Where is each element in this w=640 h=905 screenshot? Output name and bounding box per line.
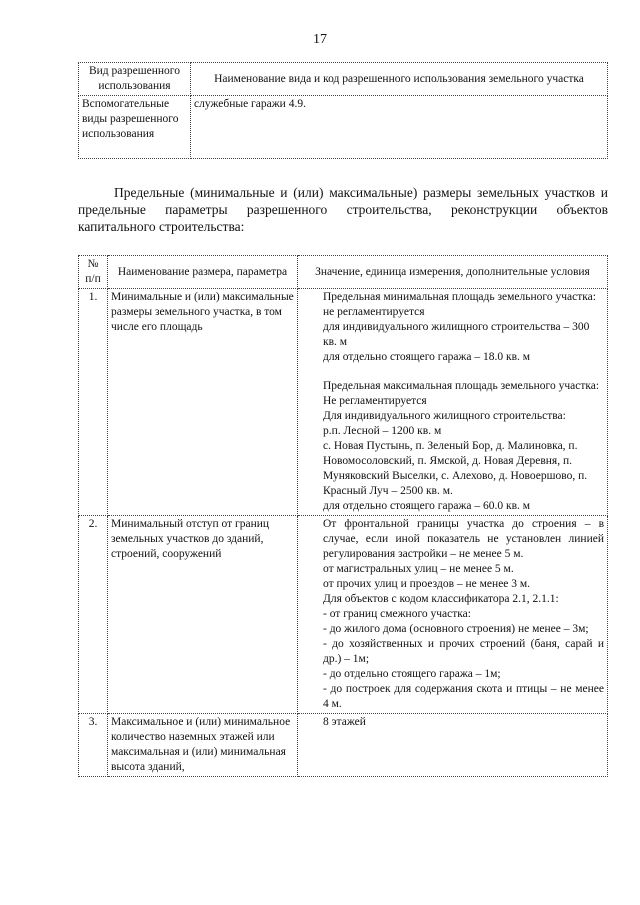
use-type-cell: Вспомогательные виды разрешенного использования bbox=[79, 96, 191, 159]
header-parameter-name: Наименование размера, параметра bbox=[108, 256, 298, 289]
parameter-name: Минимальный отступ от границ земельных участков до зданий, строений, сооружений bbox=[108, 516, 298, 714]
value-line: Для объектов с кодом классификатора 2.1, 2.1.1: bbox=[323, 593, 559, 605]
value-line bbox=[301, 365, 604, 379]
value-line: - до жилого дома (основного строения) не менее – 3м; bbox=[323, 623, 589, 635]
table-header-row bbox=[79, 63, 608, 96]
value-line: 8 этажей bbox=[323, 716, 366, 728]
value-line: р.п. Лесной – 1200 кв. м bbox=[323, 425, 442, 437]
value-line: для отдельно стоящего гаража – 18.0 кв. м bbox=[323, 351, 531, 363]
value-line: Не регламентируется bbox=[323, 395, 427, 407]
use-name-cell: служебные гаражи 4.9. bbox=[191, 96, 608, 159]
value-line: для отдельно стоящего гаража – 60.0 кв. м bbox=[323, 500, 531, 512]
value-line: - от границ смежного участка: bbox=[323, 608, 471, 620]
value-line: От фронтальной границы участка до строения – в случае, если иной показатель не установлен линией регулирования застройки – не менее 5 м. bbox=[323, 518, 604, 560]
parameter-value bbox=[298, 516, 608, 714]
value-line: - до отдельно стоящего гаража – 1м; bbox=[323, 668, 501, 680]
page-number: 17 bbox=[313, 32, 327, 47]
value-line: для индивидуального жилищного строительства – 300 кв. м bbox=[323, 321, 590, 348]
header-use-name: Наименование вида и код разрешенного использования земельного участка bbox=[191, 63, 608, 96]
table-row bbox=[79, 96, 608, 159]
parameter-name: Минимальные и (или) максимальные размеры земельного участка, в том числе его площадь bbox=[108, 289, 298, 516]
value-line: Для индивидуального жилищного строительства: bbox=[323, 410, 566, 422]
section-paragraph: Предельные (минимальные и (или) максимальные) размеры земельных участков и предельные параметры разрешенного строительства, реконструкции объектов капитального строительства: bbox=[78, 185, 608, 234]
row-number: 3. bbox=[79, 714, 108, 777]
value-line: Предельная максимальная площадь земельного участка: bbox=[323, 380, 600, 392]
value-line: с. Новая Пустынь, п. Зеленый Бор, д. Малиновка, п. Новомосоловский, п. Ямской, д. Новая Деревня, п. Муняковский Выселки, с. Алехово, д. Новоершово, п. Красный Луч – 2500 кв. м. bbox=[323, 440, 588, 497]
header-value: Значение, единица измерения, дополнительные условия bbox=[298, 256, 608, 289]
header-use-type: Вид разрешенного использования bbox=[79, 63, 191, 96]
table-header-row bbox=[79, 256, 608, 289]
parameters-table bbox=[78, 255, 608, 777]
table-row bbox=[79, 516, 608, 714]
row-number: 2. bbox=[79, 516, 108, 714]
table-row bbox=[79, 289, 608, 516]
value-line: Предельная минимальная площадь земельного участка: bbox=[323, 291, 596, 303]
table-row bbox=[79, 714, 608, 777]
land-use-table bbox=[78, 62, 608, 159]
value-line: не регламентируется bbox=[323, 306, 425, 318]
value-line: от магистральных улиц – не менее 5 м. bbox=[323, 563, 514, 575]
parameter-value bbox=[298, 289, 608, 516]
value-line: от прочих улиц и проездов – не менее 3 м. bbox=[323, 578, 531, 590]
parameter-value bbox=[298, 714, 608, 777]
row-number: 1. bbox=[79, 289, 108, 516]
parameter-name: Максимальное и (или) минимальное количество наземных этажей или максимальная и (или) минимальная высота зданий, bbox=[108, 714, 298, 777]
value-line: - до построек для содержания скота и птицы – не менее 4 м. bbox=[323, 683, 604, 710]
header-number: № п/п bbox=[79, 256, 108, 289]
value-line: - до хозяйственных и прочих строений (баня, сарай и др.) – 1м; bbox=[323, 638, 604, 665]
